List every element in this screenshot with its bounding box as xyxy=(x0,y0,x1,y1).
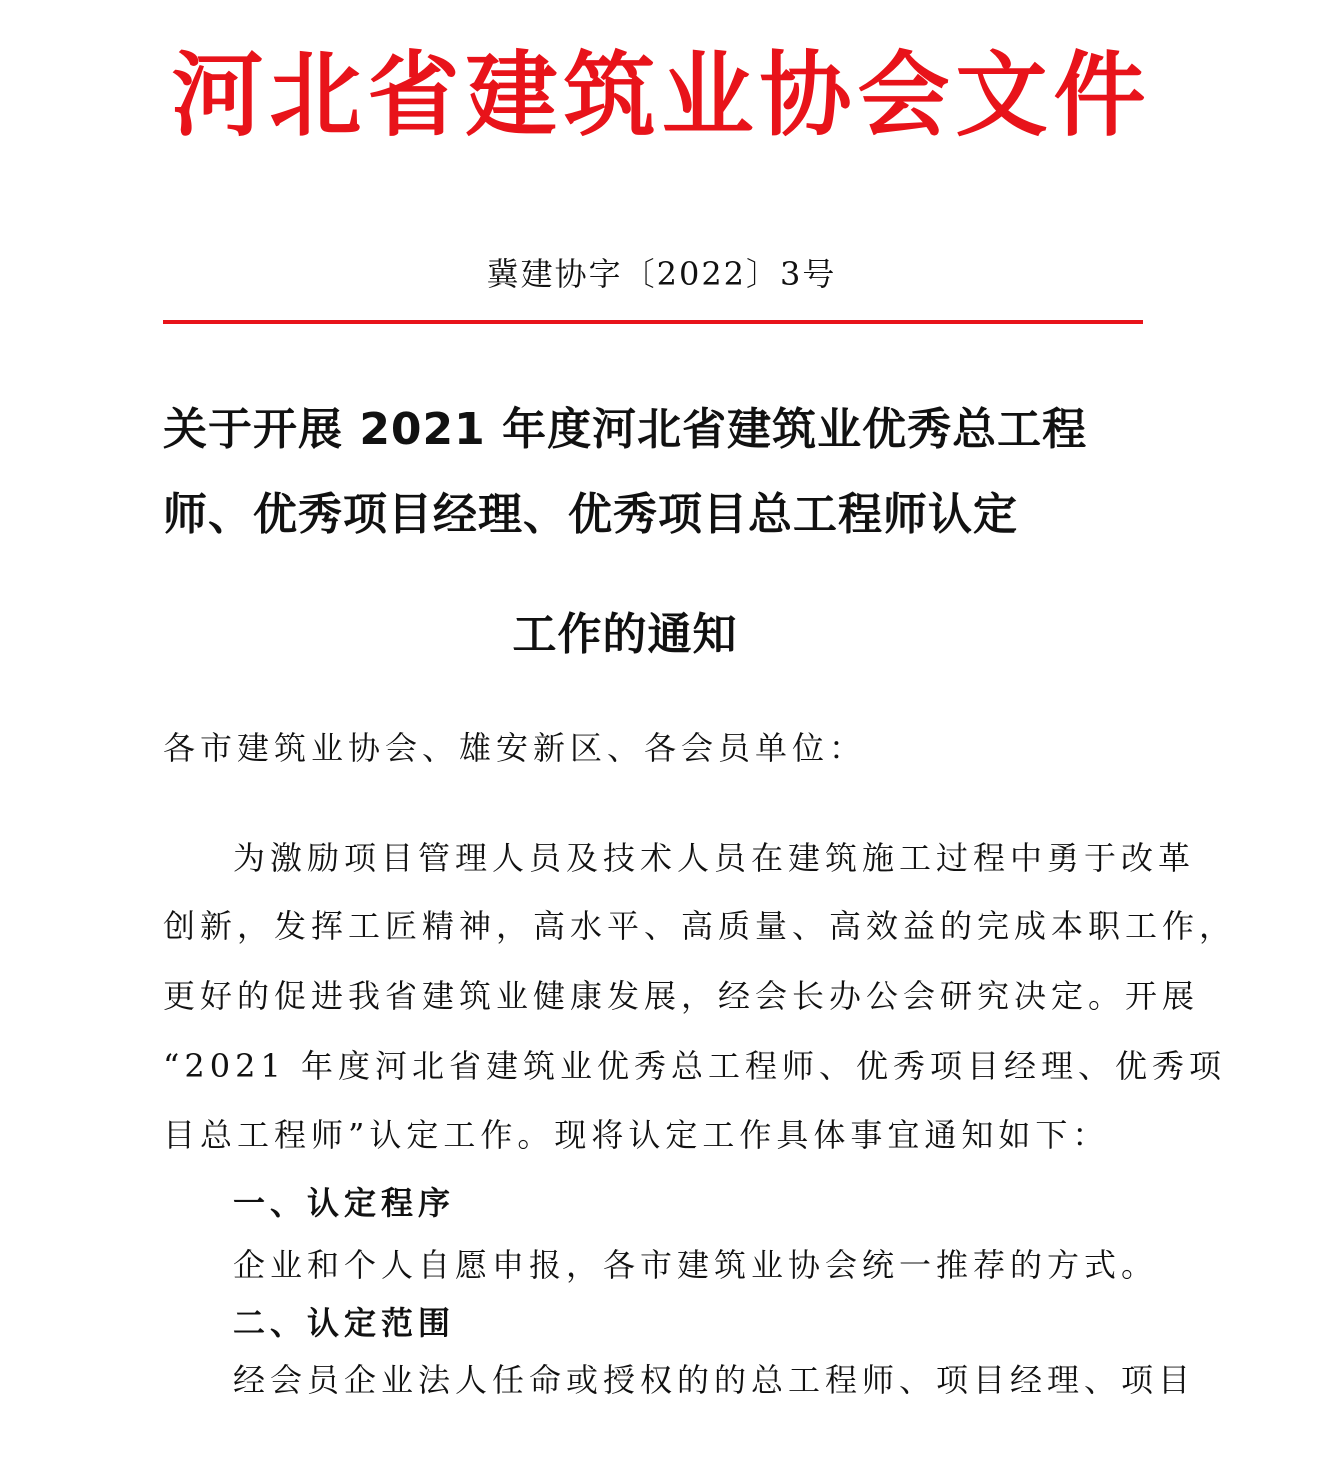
salutation: 各市建筑业协会、雄安新区、各会员单位： xyxy=(163,729,867,767)
section-text-procedure: 企业和个人自愿申报，各市建筑业协会统一推荐的方式。 xyxy=(233,1246,1159,1284)
paragraph-line: 为激励项目管理人员及技术人员在建筑施工过程中勇于改革 xyxy=(233,839,1196,877)
section-text-scope: 经会员企业法人任命或授权的的总工程师、项目经理、项目 xyxy=(233,1361,1196,1399)
notice-title-line-1: 关于开展 2021 年度河北省建筑业优秀总工程 xyxy=(163,404,1088,455)
red-divider-line xyxy=(163,320,1143,324)
document-number: 冀建协字〔2022〕3号 xyxy=(486,255,837,293)
document-header-title: 河北省建筑业协会文件 xyxy=(171,41,1152,149)
section-heading-scope: 二、认定范围 xyxy=(233,1304,456,1342)
paragraph-line: “2021 年度河北省建筑业优秀总工程师、优秀项目经理、优秀项 xyxy=(163,1047,1226,1085)
paragraph-line: 更好的促进我省建筑业健康发展，经会长办公会研究决定。开展 xyxy=(163,977,1200,1015)
notice-title-line-3: 工作的通知 xyxy=(512,609,738,660)
paragraph-line: 创新，发挥工匠精神，高水平、高质量、高效益的完成本职工作， xyxy=(163,907,1237,945)
notice-title-line-2: 师、优秀项目经理、优秀项目总工程师认定 xyxy=(163,489,1018,540)
section-heading-procedure: 一、认定程序 xyxy=(233,1184,456,1222)
paragraph-line: 目总工程师”认定工作。现将认定工作具体事宜通知如下： xyxy=(163,1116,1110,1154)
